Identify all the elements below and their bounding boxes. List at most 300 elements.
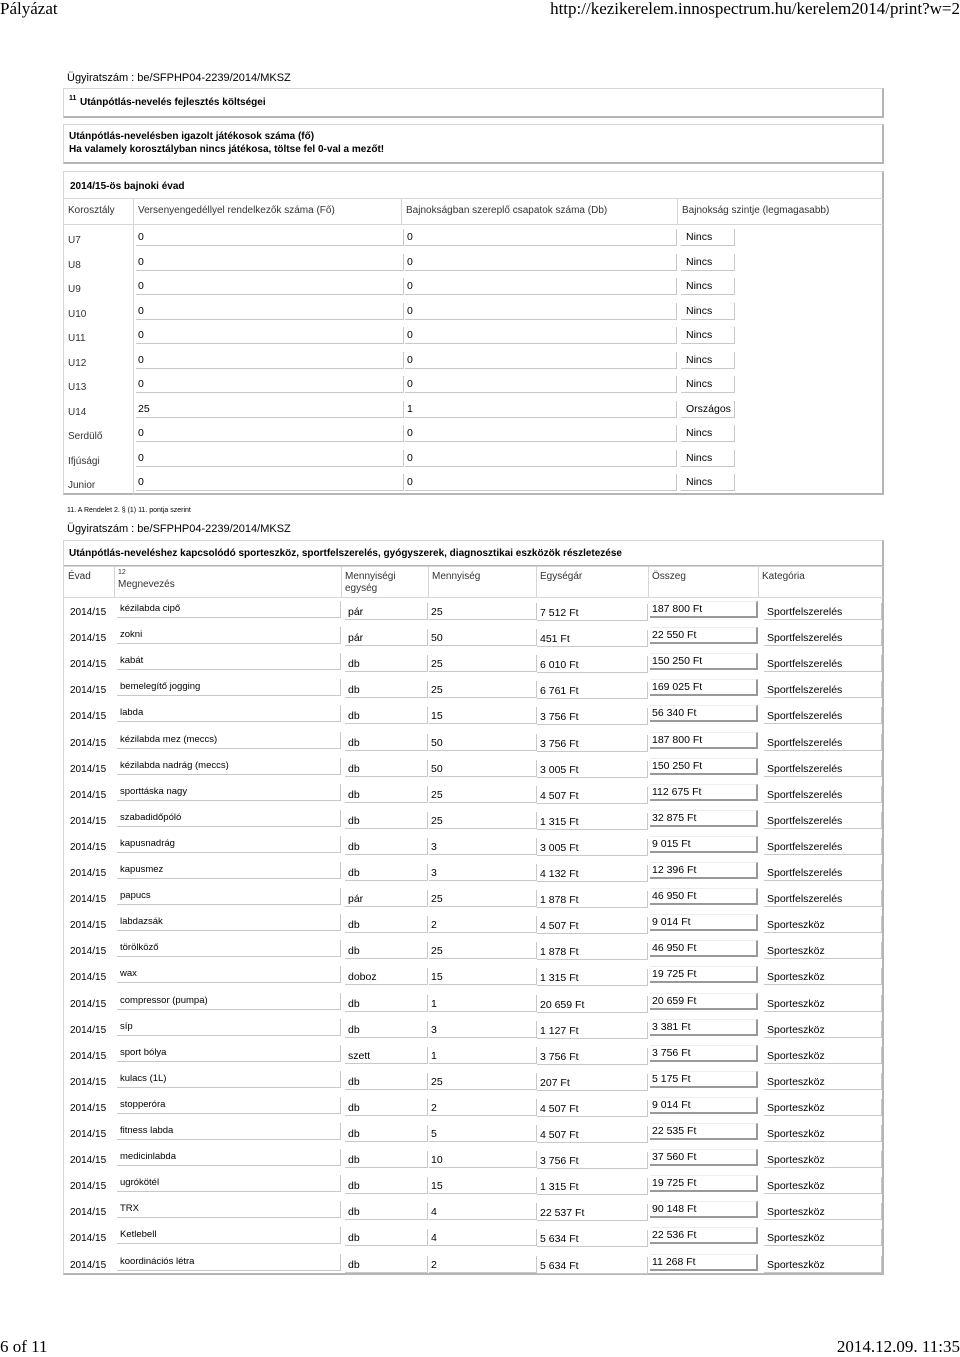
players-field[interactable]: [136, 401, 404, 418]
teams-field[interactable]: [405, 450, 677, 467]
total-value: 9 014 Ft: [652, 916, 691, 929]
eq-header-price: Egységár: [540, 571, 583, 582]
qty-field[interactable]: [429, 1203, 537, 1220]
equipment-row: [64, 782, 884, 808]
eq-header-unit-2: egység: [345, 583, 378, 594]
players-value: 0: [138, 329, 144, 341]
players-value: 0: [138, 378, 144, 390]
eq-header-name: Megnevezés: [118, 579, 175, 590]
qty-field[interactable]: [429, 1125, 537, 1142]
unit-value: db: [348, 840, 360, 853]
age-group-label: U12: [68, 357, 87, 369]
players-field[interactable]: [136, 254, 404, 271]
season-value: 2014/15: [70, 841, 107, 853]
total-value: 19 725 Ft: [652, 1177, 697, 1190]
print-page-number: 6 of 11: [0, 1337, 48, 1356]
qty-value: 25: [431, 788, 443, 801]
category-value: Sportfelszerelés: [767, 632, 843, 645]
category-value: Sporteszköz: [767, 1206, 825, 1219]
print-datetime: 2014.12.09. 11:35: [836, 1337, 960, 1356]
season-row: [64, 299, 884, 325]
unit-value: db: [348, 1128, 360, 1140]
players-value: 0: [138, 353, 144, 366]
qty-value: 15: [431, 710, 443, 723]
season-value: 2014/15: [70, 633, 107, 645]
equipment-row: [64, 834, 884, 860]
qty-field[interactable]: [429, 760, 537, 777]
qty-field[interactable]: [429, 890, 537, 907]
total-value: 22 536 Ft: [652, 1229, 697, 1242]
total-value: 112 675 Ft: [652, 785, 702, 798]
total-value: 22 535 Ft: [652, 1125, 697, 1137]
total-value: 150 250 Ft: [652, 759, 703, 772]
teams-value: 0: [407, 304, 413, 317]
teams-field[interactable]: [405, 352, 677, 369]
teams-field[interactable]: [405, 229, 677, 246]
name-field[interactable]: [117, 627, 341, 644]
qty-value: 25: [431, 1075, 443, 1088]
item-name: labda: [120, 707, 144, 719]
item-name: koordinációs létra: [120, 1255, 195, 1267]
equipment-title-box: [63, 540, 884, 567]
season-value: 2014/15: [70, 607, 107, 618]
qty-field[interactable]: [429, 1229, 537, 1246]
equipment-row: [64, 912, 884, 938]
teams-field[interactable]: [405, 327, 677, 344]
item-name: medicinlabda: [120, 1151, 176, 1163]
total-value: 5 175 Ft: [652, 1072, 691, 1085]
total-value: 187 800 Ft: [652, 733, 703, 746]
age-group-label: Serdülő: [68, 431, 103, 442]
season-row: [64, 274, 884, 300]
qty-field[interactable]: [429, 968, 537, 985]
season-row: [64, 348, 884, 374]
season-value: 2014/15: [70, 1181, 107, 1193]
players-field[interactable]: [136, 450, 404, 467]
unit-value: db: [348, 1258, 360, 1271]
teams-value: 0: [407, 231, 413, 243]
players-value: 0: [138, 255, 144, 268]
qty-field[interactable]: [429, 734, 537, 751]
item-name: kézilabda cipő: [120, 603, 181, 614]
info-box: [63, 124, 884, 164]
unit-value: db: [348, 788, 360, 801]
item-name: TRX: [120, 1203, 139, 1215]
equipment-row: [64, 1199, 884, 1225]
season-value: 2014/15: [70, 1155, 107, 1167]
season-value: 2014/15: [70, 815, 107, 827]
section-11-title: Utánpótlás-nevelés fejlesztés költségei: [80, 97, 266, 108]
level-value: Országos: [686, 402, 731, 415]
unit-value: db: [348, 919, 360, 932]
qty-value: 25: [431, 606, 443, 618]
price-value: 1 127 Ft: [540, 1024, 579, 1037]
case-number: Ügyiratszám : be/SFPHP04-2239/2014/MKSZ: [67, 72, 291, 84]
category-value: Sporteszköz: [767, 1023, 825, 1036]
teams-field[interactable]: [405, 254, 677, 271]
season-value: 2014/15: [70, 894, 107, 906]
item-name: labdazsák: [120, 916, 163, 928]
price-value: 3 756 Ft: [540, 711, 579, 724]
equipment-row: [64, 677, 884, 703]
equipment-row: [64, 599, 884, 625]
equipment-row: [64, 1173, 884, 1199]
price-value: 5 634 Ft: [540, 1259, 579, 1272]
item-name: kézilabda mez (meccs): [120, 733, 218, 745]
col-header-players: Versenyengedéllyel rendelkezők száma (Fő): [138, 205, 335, 216]
unit-value: db: [348, 997, 360, 1010]
season-row: [64, 446, 884, 472]
category-value: Sporteszköz: [767, 1075, 825, 1088]
item-name: Ketlebell: [120, 1229, 157, 1241]
season-value: 2014/15: [70, 920, 107, 932]
item-name: kabát: [120, 655, 144, 667]
players-value: 25: [138, 402, 150, 415]
item-name: ugrókötél: [120, 1177, 160, 1189]
item-name: kézilabda nadrág (meccs): [120, 759, 229, 771]
total-value: 12 396 Ft: [652, 864, 697, 876]
season-row: [64, 323, 884, 349]
category-value: Sportfelszerelés: [767, 684, 843, 697]
qty-field[interactable]: [429, 1151, 537, 1168]
unit-value: db: [348, 762, 360, 775]
qty-field[interactable]: [429, 1021, 537, 1038]
category-value: Sportfelszerelés: [767, 606, 843, 618]
category-value: Sportfelszerelés: [767, 762, 843, 775]
price-value: 7 512 Ft: [540, 607, 579, 619]
players-field[interactable]: [136, 229, 404, 246]
unit-value: db: [348, 1180, 360, 1193]
season-row: [64, 250, 884, 276]
players-value: 0: [138, 427, 144, 439]
eq-header-qty: Mennyiség: [432, 571, 481, 582]
category-value: Sporteszköz: [767, 1101, 825, 1114]
price-value: 3 756 Ft: [540, 1155, 579, 1168]
price-value: 1 315 Ft: [540, 972, 579, 985]
info-line-1: Utánpótlás-nevelésben igazolt játékosok száma (fő): [69, 131, 315, 142]
age-group-label: Junior: [68, 480, 96, 491]
eq-header-note: 12: [118, 569, 126, 576]
total-value: 46 950 Ft: [652, 890, 697, 903]
total-value: 3 756 Ft: [652, 1046, 691, 1059]
item-name: szabadidőpóló: [120, 811, 182, 823]
price-value: 6 010 Ft: [540, 659, 579, 672]
age-group-label: Ifjúsági: [68, 455, 100, 467]
season-value: 2014/15: [70, 659, 107, 671]
players-field[interactable]: [136, 474, 404, 491]
level-value: Nincs: [686, 476, 713, 488]
season-value: 2014/15: [70, 685, 107, 697]
qty-field[interactable]: [429, 812, 537, 829]
price-value: 3 756 Ft: [540, 1050, 579, 1063]
eq-header-category: Kategória: [762, 571, 805, 582]
qty-value: 25: [431, 684, 443, 697]
qty-value: 3: [431, 840, 437, 853]
qty-field[interactable]: [429, 916, 537, 933]
unit-value: szett: [348, 1049, 371, 1062]
teams-value: 0: [407, 280, 413, 292]
equipment-row: [64, 964, 884, 990]
season-value: 2014/15: [70, 1259, 107, 1271]
price-value: 3 005 Ft: [540, 763, 579, 776]
category-value: Sportfelszerelés: [767, 840, 843, 853]
season-value: 2014/15: [70, 1050, 107, 1062]
qty-value: 2: [431, 1101, 437, 1114]
level-value: Nincs: [686, 329, 713, 341]
qty-value: 15: [431, 1180, 443, 1193]
qty-value: 50: [431, 762, 443, 775]
unit-value: db: [348, 1232, 360, 1245]
qty-value: 5: [431, 1128, 437, 1140]
name-field[interactable]: [117, 705, 341, 722]
season-row: [64, 421, 884, 447]
qty-field[interactable]: [429, 786, 537, 803]
category-value: Sporteszköz: [767, 1232, 825, 1245]
qty-field[interactable]: [429, 681, 537, 698]
qty-value: 50: [431, 632, 443, 645]
level-value: Nincs: [686, 427, 713, 439]
equipment-title: Utánpótlás-neveléshez kapcsolódó sporteszköz, sportfelszerelés, gyógyszerek, diagnosztikai eszközök részletezése: [69, 548, 622, 559]
qty-value: 1: [431, 997, 437, 1010]
qty-field[interactable]: [429, 655, 537, 672]
eq-header-evad: Évad: [68, 571, 91, 582]
unit-value: pár: [348, 893, 364, 906]
players-value: 0: [138, 476, 144, 488]
teams-value: 0: [407, 476, 413, 488]
equipment-row: [64, 991, 884, 1017]
item-name: papucs: [120, 890, 151, 902]
players-field[interactable]: [136, 352, 404, 369]
total-value: 11 268 Ft: [652, 1255, 696, 1268]
players-value: 0: [138, 451, 144, 464]
equipment-row: [64, 1147, 884, 1173]
name-field[interactable]: [117, 653, 341, 670]
age-group-label: U10: [68, 308, 87, 320]
total-value: 9 014 Ft: [652, 1098, 691, 1111]
price-value: 20 659 Ft: [540, 998, 585, 1011]
case-number-2: Ügyiratszám : be/SFPHP04-2239/2014/MKSZ: [67, 523, 291, 535]
unit-value: db: [348, 1075, 360, 1088]
season-table: [63, 171, 884, 495]
season-value: 2014/15: [70, 763, 107, 775]
price-value: 22 537 Ft: [540, 1207, 585, 1220]
category-value: Sportfelszerelés: [767, 814, 843, 827]
price-value: 6 761 Ft: [540, 685, 579, 698]
footnote-11: 11. A Rendelet 2. § (1) 11. pontja szerint: [67, 507, 191, 514]
price-value: 451 Ft: [540, 633, 570, 646]
category-value: Sportfelszerelés: [767, 658, 843, 671]
teams-value: 0: [407, 427, 413, 439]
level-value: Nincs: [686, 231, 713, 243]
teams-field[interactable]: [405, 376, 677, 393]
total-value: 187 800 Ft: [652, 603, 703, 615]
category-value: Sporteszköz: [767, 1180, 825, 1193]
age-group-label: U9: [68, 284, 81, 295]
qty-field[interactable]: [429, 1256, 537, 1273]
level-value: Nincs: [686, 280, 713, 292]
unit-value: db: [348, 1101, 360, 1114]
total-value: 56 340 Ft: [652, 707, 697, 720]
season-value: 2014/15: [70, 1076, 107, 1088]
teams-value: 0: [407, 451, 413, 464]
category-value: Sporteszköz: [767, 945, 825, 958]
item-name: sport bólya: [120, 1046, 167, 1058]
category-value: Sportfelszerelés: [767, 710, 843, 723]
equipment-row: [64, 1095, 884, 1121]
equipment-row: [64, 1121, 884, 1147]
qty-value: 25: [431, 893, 443, 906]
category-value: Sportfelszerelés: [767, 788, 843, 801]
qty-value: 25: [431, 814, 443, 827]
equipment-row: [64, 860, 884, 886]
teams-field[interactable]: [405, 278, 677, 295]
equipment-row: [64, 756, 884, 782]
season-value: 2014/15: [70, 972, 107, 984]
item-name: stopperóra: [120, 1098, 166, 1110]
unit-value: db: [348, 945, 360, 958]
teams-field[interactable]: [405, 303, 677, 320]
item-name: kulacs (1L): [120, 1072, 167, 1084]
season-value: 2014/15: [70, 946, 107, 958]
category-value: Sportfelszerelés: [767, 736, 843, 749]
players-value: 0: [138, 280, 144, 292]
price-value: 3 756 Ft: [540, 737, 579, 750]
price-value: 1 878 Ft: [540, 894, 579, 907]
unit-value: db: [348, 1154, 360, 1167]
total-value: 150 250 Ft: [652, 655, 703, 668]
qty-value: 50: [431, 736, 443, 749]
age-group-label: U11: [68, 333, 86, 344]
price-value: 4 507 Ft: [540, 1129, 579, 1141]
price-value: 4 132 Ft: [540, 868, 579, 880]
category-value: Sporteszköz: [767, 997, 825, 1010]
unit-value: db: [348, 867, 360, 879]
name-field[interactable]: [117, 1201, 341, 1218]
price-value: 5 634 Ft: [540, 1233, 579, 1246]
season-value: 2014/15: [70, 1207, 107, 1219]
qty-field[interactable]: [429, 864, 537, 881]
category-value: Sporteszköz: [767, 971, 825, 984]
item-name: törölköző: [120, 942, 159, 954]
qty-value: 4: [431, 1232, 437, 1245]
category-value: Sporteszköz: [767, 1049, 825, 1062]
season-row: [64, 470, 884, 496]
item-name: fitness labda: [120, 1125, 174, 1136]
qty-value: 1: [431, 1049, 437, 1062]
age-group-label: U13: [68, 382, 87, 393]
equipment-row: [64, 938, 884, 964]
price-value: 4 507 Ft: [540, 920, 579, 933]
players-field[interactable]: [136, 425, 404, 442]
price-value: 1 315 Ft: [540, 815, 579, 828]
qty-value: 2: [431, 919, 437, 932]
total-value: 32 875 Ft: [652, 811, 697, 824]
equipment-row: [64, 1069, 884, 1095]
season-value: 2014/15: [70, 737, 107, 749]
teams-field[interactable]: [405, 401, 677, 418]
category-value: Sportfelszerelés: [767, 867, 843, 879]
category-value: Sporteszköz: [767, 1154, 825, 1167]
section-11-box: [63, 88, 884, 118]
teams-field[interactable]: [405, 425, 677, 442]
equipment-row: [64, 625, 884, 651]
teams-value: 0: [407, 353, 413, 366]
qty-field[interactable]: [429, 1177, 537, 1194]
name-field[interactable]: [117, 1019, 341, 1036]
col-header-teams: Bajnokságban szereplő csapatok száma (Db): [406, 205, 608, 216]
unit-value: db: [348, 1023, 360, 1036]
teams-value: 0: [407, 378, 413, 390]
season-value: 2014/15: [70, 1024, 107, 1036]
print-url: http://kezikerelem.innospectrum.hu/kerelem2014/print?w=2: [550, 0, 960, 18]
price-value: 1 315 Ft: [540, 1181, 579, 1194]
total-value: 22 550 Ft: [652, 629, 697, 642]
qty-field[interactable]: [429, 1047, 537, 1064]
equipment-table: [63, 566, 884, 1275]
unit-value: db: [348, 684, 360, 697]
season-value: 2014/15: [70, 1129, 107, 1140]
players-field[interactable]: [136, 303, 404, 320]
unit-value: pár: [348, 606, 364, 618]
unit-value: db: [348, 710, 360, 723]
qty-value: 15: [431, 971, 443, 984]
qty-field[interactable]: [429, 942, 537, 959]
season-value: 2014/15: [70, 711, 107, 723]
unit-value: db: [348, 814, 360, 827]
players-field[interactable]: [136, 376, 404, 393]
qty-field[interactable]: [429, 1073, 537, 1090]
players-value: 0: [138, 231, 144, 243]
col-header-level: Bajnokság szintje (legmagasabb): [682, 205, 830, 216]
item-name: bemelegítő jogging: [120, 681, 201, 693]
qty-field[interactable]: [429, 707, 537, 724]
qty-field[interactable]: [429, 838, 537, 855]
category-value: Sporteszköz: [767, 919, 825, 932]
age-group-label: U14: [68, 406, 87, 418]
col-header-age: Korosztály: [68, 205, 115, 216]
item-name: sporttáska nagy: [120, 785, 188, 797]
teams-value: 0: [407, 255, 413, 268]
qty-field[interactable]: [429, 629, 537, 646]
qty-value: 4: [431, 1206, 437, 1219]
qty-value: 3: [431, 1023, 437, 1036]
total-value: 19 725 Ft: [652, 968, 697, 981]
eq-header-total: Összeg: [652, 571, 686, 582]
qty-field[interactable]: [429, 603, 537, 620]
teams-field[interactable]: [405, 474, 677, 491]
players-field[interactable]: [136, 327, 404, 344]
teams-value: 1: [407, 402, 413, 415]
info-line-2: Ha valamely korosztályban nincs játékosa, töltse fel 0-val a mezőt!: [69, 144, 385, 155]
unit-value: db: [348, 736, 360, 749]
players-field[interactable]: [136, 278, 404, 295]
age-group-label: U7: [68, 235, 81, 246]
name-field[interactable]: [117, 966, 341, 983]
item-name: kapusmez: [120, 864, 164, 875]
total-value: 37 560 Ft: [652, 1151, 697, 1164]
total-value: 169 025 Ft: [652, 681, 703, 694]
qty-field[interactable]: [429, 995, 537, 1012]
unit-value: pár: [348, 632, 364, 645]
qty-field[interactable]: [429, 1099, 537, 1116]
season-value: 2014/15: [70, 1233, 107, 1245]
section-11-number: 11: [69, 95, 77, 102]
item-name: wax: [120, 968, 137, 980]
equipment-row: [64, 1017, 884, 1043]
category-value: Sporteszköz: [767, 1128, 825, 1140]
season-value: 2014/15: [70, 1102, 107, 1114]
teams-value: 0: [407, 329, 413, 341]
